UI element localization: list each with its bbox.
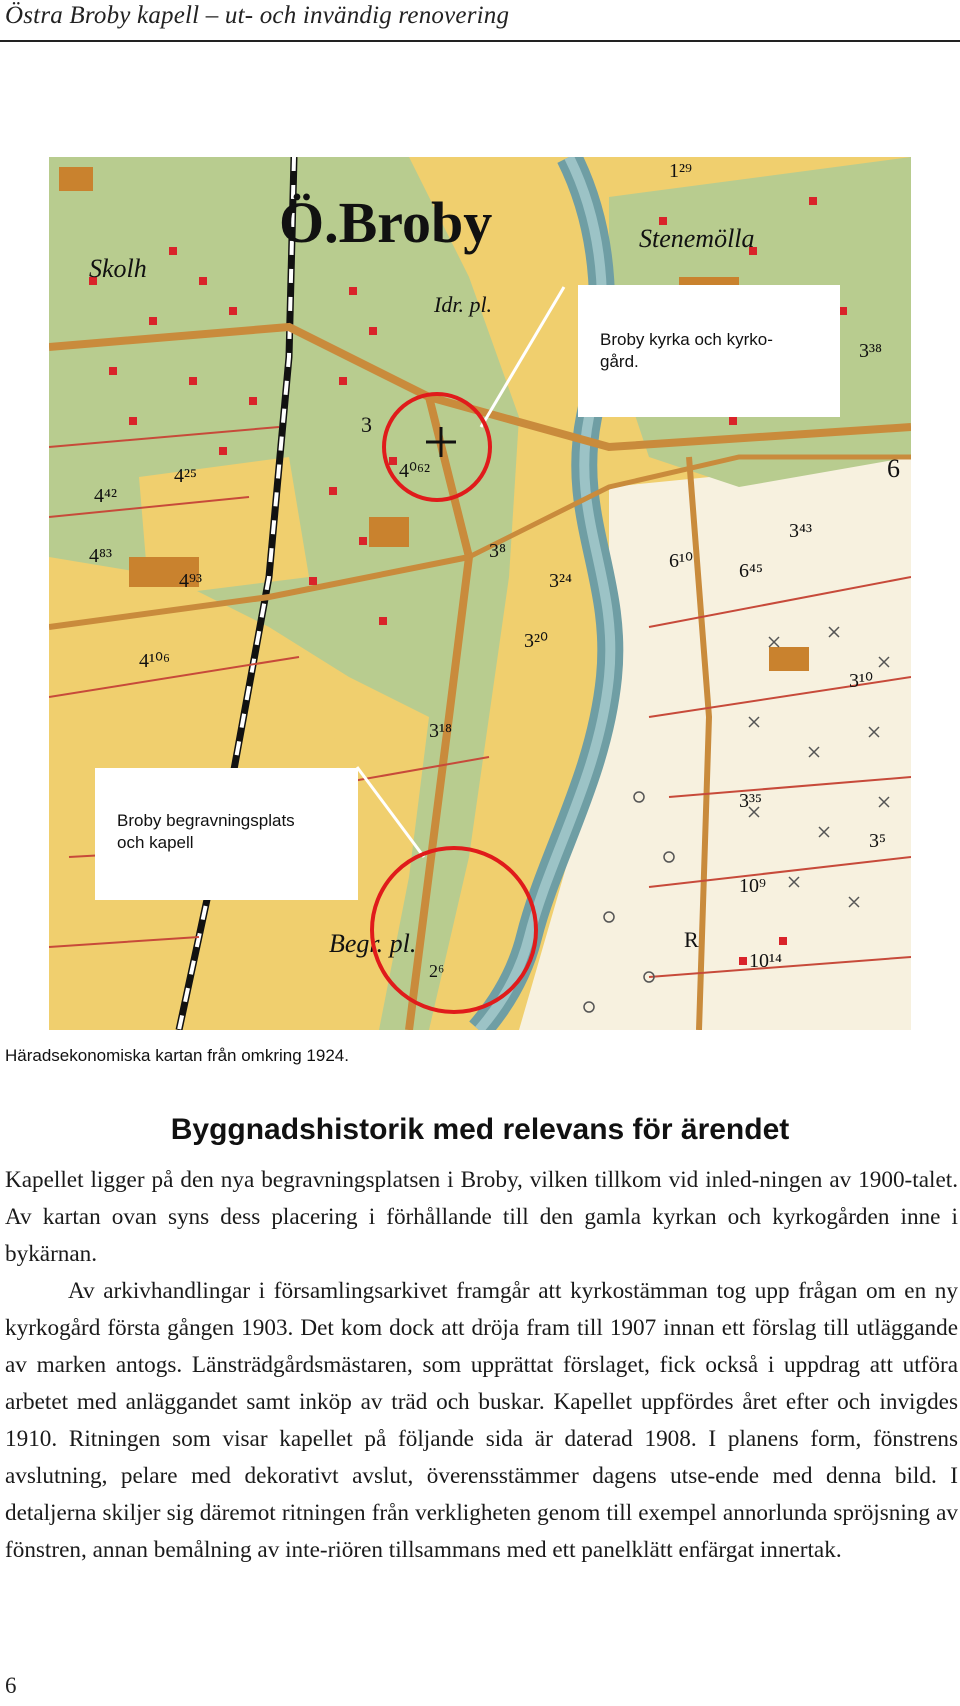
running-title: Östra Broby kapell – ut- och invändig renovering [5, 2, 510, 29]
map-number: 6⁴⁵ [739, 560, 763, 582]
map-number: 3 [361, 412, 372, 437]
paragraph: Kapellet ligger på den nya begravningsplatsen i Broby, vilken tillkom vid inled-ningen av 1900-talet. Av kartan ovan syns dess placering i förhållande till den gamla kyrkan och kyrkogården inne i bykärnan. [5, 1167, 958, 1267]
map-label-begr: Begr. pl. [329, 929, 417, 958]
map-number: 6 [887, 454, 900, 483]
map-number: 4⁹³ [179, 570, 202, 592]
map-number: 3³⁸ [859, 340, 882, 362]
map-number: 3²⁰ [524, 630, 549, 652]
map-number: 1²⁹ [669, 160, 692, 182]
map-number: R [684, 927, 699, 952]
map-caption: Häradsekonomiska kartan från omkring 1924. [5, 1046, 349, 1065]
map-label-stenemolla: Stenemölla [639, 224, 755, 253]
map-number: 4⁸³ [89, 545, 112, 567]
map-number: 3⁵ [869, 830, 886, 852]
map-number: 10⁹ [739, 875, 766, 897]
section-heading: Byggnadshistorik med relevans för ärendet [170, 1113, 790, 1146]
map-label-place: Ö.Broby [279, 190, 493, 255]
map-number: 3⁴³ [789, 520, 812, 542]
map-number: 4⁴² [94, 485, 117, 507]
body-text [5, 1162, 958, 1569]
map-number: 2⁶ [429, 961, 445, 981]
callout-church-text: Broby kyrka och kyrko- gård. [600, 330, 773, 371]
page-number: 6 [5, 1673, 17, 1698]
map-number: 3¹⁰ [849, 670, 874, 692]
map-number: 6¹⁰ [669, 550, 694, 572]
map-number: 3¹⁸ [429, 720, 452, 742]
map-number: 4²⁵ [174, 465, 197, 487]
map-number: 3²⁴ [549, 570, 572, 592]
map-number: 4⁰⁶² [399, 460, 430, 482]
header-rule [0, 40, 960, 42]
callout-cemetery-text: Broby begravningsplats och kapell [117, 811, 295, 852]
map-label-skolh: Skolh [89, 254, 147, 283]
map-number: 3³⁵ [739, 790, 762, 812]
paragraph: Av arkivhandlingar i församlingsarkivet framgår att kyrkostämman tog upp frågan om en ny kyrkogård första gången 1903. Det kom dock att dröja fram till 1907 innan ett förslag till utläggande av marken antogs. Länsträdgårdsmästaren, som upprättat förslaget, fick också i uppdrag att utföra arbetet med anläggandet samt inköp av träd och buskar. Kapellet uppfördes året efter och invigdes 1910. Ritningen som visar kapellet på följande sida är daterad 1908. I planens form, fönstrens avslutning, pelare med dekorativt avslut, överensstämmer dagens utse-ende med denna bild. I detaljerna skiljer sig däremot ritningen från verkligheten genom till exempel annorlunda spröjsning av fönstren, annan bemålning av inte-riören tillsammans med ett panelklätt enfärgat innertak. [5, 1278, 958, 1563]
map-number: 3⁸ [489, 540, 506, 562]
callout-church [578, 285, 840, 417]
map-number: 4¹⁰⁶ [139, 650, 170, 672]
map-number: 10¹⁴ [749, 950, 782, 972]
map-label-idr: Idr. pl. [434, 292, 493, 317]
callout-cemetery [95, 768, 358, 900]
